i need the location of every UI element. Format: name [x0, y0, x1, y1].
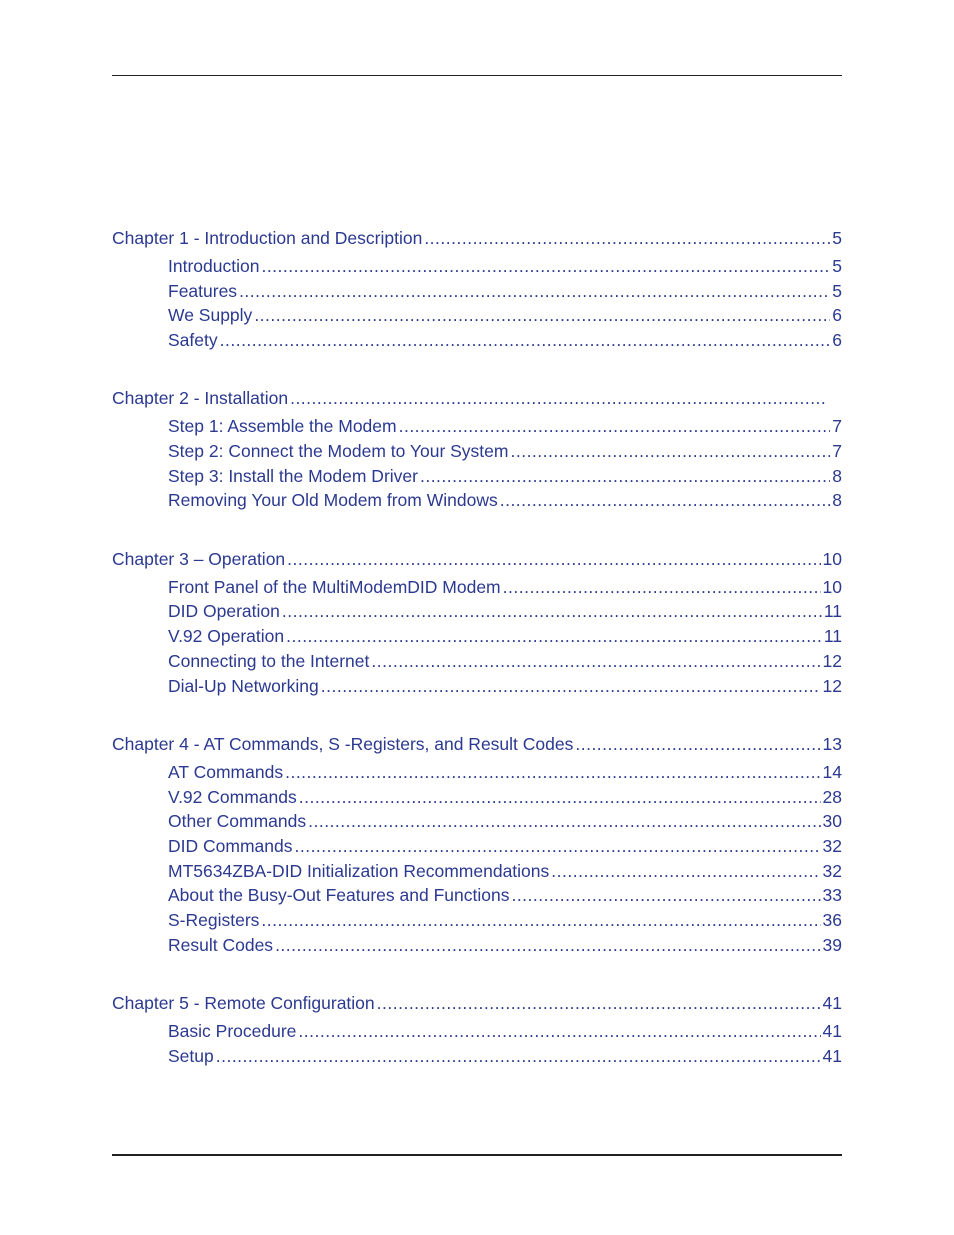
toc-page-number: 5: [832, 228, 842, 248]
toc-chapter-4[interactable]: [112, 733, 842, 755]
dot-leader: [254, 304, 830, 326]
toc-page-number: 5: [832, 256, 842, 276]
toc-section[interactable]: [168, 600, 842, 622]
toc-page-number: 13: [822, 734, 842, 754]
toc-page-number: 7: [832, 441, 842, 461]
dot-leader: [220, 329, 831, 351]
toc-page-number: 41: [822, 1046, 842, 1066]
dot-leader: [294, 835, 820, 857]
toc-chapter-title: Chapter 3 – Operation: [112, 549, 286, 569]
toc-section[interactable]: [168, 415, 842, 437]
dot-leader: [216, 1045, 821, 1067]
toc-page-number: 28: [822, 787, 842, 807]
toc-section[interactable]: [168, 489, 842, 511]
toc-section[interactable]: [168, 576, 842, 598]
toc-section[interactable]: [168, 440, 842, 462]
toc-section[interactable]: [168, 835, 842, 857]
toc-page-number: 41: [822, 993, 842, 1013]
toc-section-title: Other Commands: [168, 811, 307, 831]
toc-section-title: DID Operation: [168, 601, 280, 621]
toc-section-title: About the Busy-Out Features and Functions: [168, 885, 510, 905]
toc-section-title: Front Panel of the MultiModemDID Modem: [168, 577, 501, 597]
toc-section-title: Basic Procedure: [168, 1021, 297, 1041]
dot-leader: [371, 650, 820, 672]
dot-leader: [290, 387, 826, 409]
toc-section[interactable]: [168, 280, 842, 302]
dot-leader: [282, 600, 822, 622]
toc-section[interactable]: [168, 909, 842, 931]
toc-section-title: Introduction: [168, 256, 260, 276]
dot-leader: [298, 1020, 820, 1042]
toc-section-title: DID Commands: [168, 836, 293, 856]
dot-leader: [503, 576, 821, 598]
toc-page-number: 10: [822, 577, 842, 597]
toc-page-number: 36: [822, 910, 842, 930]
dot-leader: [261, 909, 820, 931]
toc-chapter-title: Chapter 2 - Installation: [112, 388, 289, 408]
toc-section-title: Step 1: Assemble the Modem: [168, 416, 397, 436]
toc-section-title: Dial-Up Networking: [168, 676, 319, 696]
dot-leader: [511, 884, 820, 906]
toc-section[interactable]: [168, 329, 842, 351]
toc-chapter-title: Chapter 5 - Remote Configuration: [112, 993, 375, 1013]
toc-page-number: 33: [822, 885, 842, 905]
toc-section[interactable]: [168, 650, 842, 672]
toc-section[interactable]: [168, 1045, 842, 1067]
toc-page-number: 6: [832, 305, 842, 325]
toc-chapter-3[interactable]: [112, 548, 842, 570]
toc-section-title: AT Commands: [168, 762, 284, 782]
dot-leader: [299, 786, 821, 808]
dot-leader: [510, 440, 830, 462]
toc-page-number: 6: [832, 330, 842, 350]
toc-page-number: 30: [822, 811, 842, 831]
toc-page-number: 10: [822, 549, 842, 569]
toc-chapter-1[interactable]: [112, 227, 842, 249]
dot-leader: [239, 280, 830, 302]
header-rule: [112, 75, 842, 76]
dot-leader: [321, 675, 821, 697]
toc-section[interactable]: [168, 675, 842, 697]
toc-page-number: 41: [822, 1021, 842, 1041]
dot-leader: [500, 489, 831, 511]
toc-section[interactable]: [168, 884, 842, 906]
toc-page-number: 11: [823, 601, 842, 621]
dot-leader: [575, 733, 820, 755]
toc-section-title: S-Registers: [168, 910, 260, 930]
toc-page-number: 32: [822, 836, 842, 856]
toc-chapter-2[interactable]: [112, 387, 828, 409]
toc-section[interactable]: [168, 786, 842, 808]
toc-section[interactable]: [168, 465, 842, 487]
dot-leader: [287, 548, 820, 570]
toc-chapter-title: Chapter 1 - Introduction and Description: [112, 228, 423, 248]
toc-section[interactable]: [168, 860, 842, 882]
toc-page-number: 12: [822, 651, 842, 671]
toc-section-title: Connecting to the Internet: [168, 651, 370, 671]
dot-leader: [286, 625, 822, 647]
dot-leader: [420, 465, 830, 487]
dot-leader: [377, 992, 821, 1014]
dot-leader: [261, 255, 830, 277]
toc-page-number: 7: [832, 416, 842, 436]
toc-section-title: Removing Your Old Modem from Windows: [168, 490, 498, 510]
toc-page-number: 8: [832, 490, 842, 510]
toc-section-title: Step 2: Connect the Modem to Your System: [168, 441, 509, 461]
dot-leader: [275, 934, 820, 956]
toc-page-number: 8: [832, 466, 842, 486]
toc-chapter-5[interactable]: [112, 992, 842, 1014]
dot-leader: [285, 761, 820, 783]
dot-leader: [399, 415, 831, 437]
toc-section-title: Step 3: Install the Modem Driver: [168, 466, 418, 486]
toc-section-title: Setup: [168, 1046, 214, 1066]
toc-section-title: Result Codes: [168, 935, 274, 955]
toc-section-title: MT5634ZBA-DID Initialization Recommendations: [168, 861, 550, 881]
toc-section[interactable]: [168, 304, 842, 326]
toc-page-number: 32: [822, 861, 842, 881]
dot-leader: [424, 227, 830, 249]
toc-section[interactable]: [168, 761, 842, 783]
footer-rule: [112, 1154, 842, 1156]
toc-page-number: 12: [822, 676, 842, 696]
toc-section[interactable]: [168, 934, 842, 956]
toc-section[interactable]: [168, 810, 842, 832]
toc-chapter-title: Chapter 4 - AT Commands, S -Registers, and Result Codes: [112, 734, 574, 754]
toc-section-title: Features: [168, 281, 238, 301]
toc-section-title: We Supply: [168, 305, 253, 325]
toc-section-title: Safety: [168, 330, 218, 350]
dot-leader: [551, 860, 820, 882]
toc-section[interactable]: [168, 255, 842, 277]
toc-section-title: V.92 Operation: [168, 626, 285, 646]
dot-leader: [308, 810, 820, 832]
toc-page-number: 11: [823, 626, 842, 646]
toc-page-number: 39: [822, 935, 842, 955]
toc-section[interactable]: [168, 625, 842, 647]
toc-section-title: V.92 Commands: [168, 787, 297, 807]
toc-section[interactable]: [168, 1020, 842, 1042]
toc-page-number: 5: [832, 281, 842, 301]
toc-page-number: 14: [822, 762, 842, 782]
